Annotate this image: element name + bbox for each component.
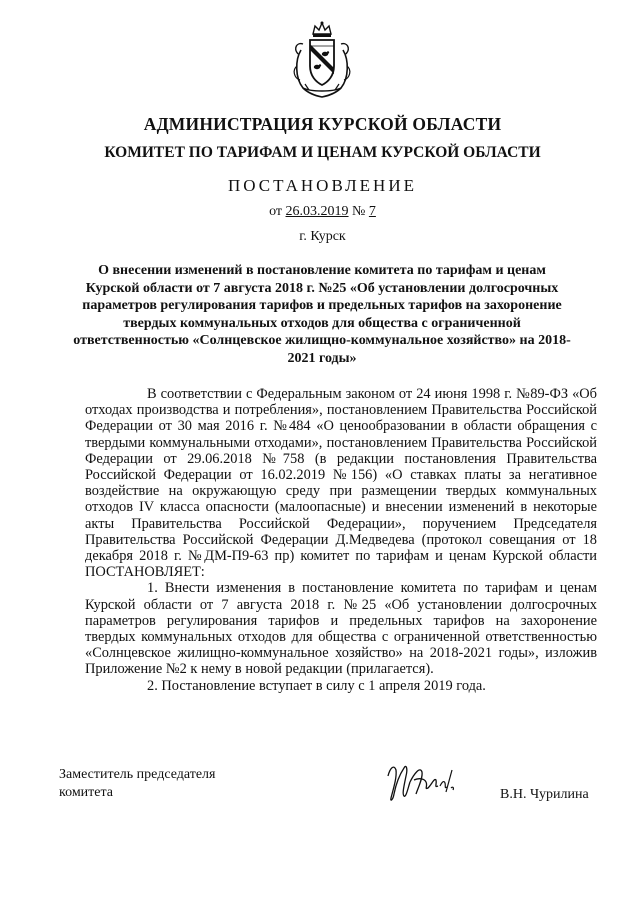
committee-title: КОМИТЕТ ПО ТАРИФАМ И ЦЕНАМ КУРСКОЙ ОБЛАСТИ xyxy=(104,144,541,161)
administration-title: АДМИНИСТРАЦИЯ КУРСКОЙ ОБЛАСТИ xyxy=(143,114,502,134)
date-number-line xyxy=(60,204,585,220)
signatory-role-line1: Заместитель председателя xyxy=(59,767,216,782)
date-prefix: от xyxy=(269,204,286,219)
item-1-paragraph: 1. Внести изменения в постановление комитета по тарифам и ценам Курской области от 7 августа 2018 г. №25 «Об установлении долгосрочных параметров регулирования тарифов и предельных тарифов на захоронение твердых коммунальных отходов для общества с ограниченной ответственностью «Солнцевское жилищно-коммунальное хозяйство» на 2018-2021 годы», изложив Приложение №2 к нему в новой редакции (прилагается). xyxy=(85,580,597,678)
item-2-paragraph: 2. Постановление вступает в силу с 1 апреля 2019 года. xyxy=(147,677,486,694)
document-date: 26.03.2019 xyxy=(285,204,349,219)
document-number: 7 xyxy=(368,204,376,219)
signatory-role xyxy=(59,766,215,802)
city: г. Курск xyxy=(299,229,346,244)
handwritten-signature-icon xyxy=(384,758,464,803)
document-body xyxy=(85,386,597,694)
coat-of-arms-icon xyxy=(291,20,353,98)
number-prefix: № xyxy=(348,204,369,219)
signatory-role-line2: комитета xyxy=(59,785,114,800)
preamble-paragraph: В соответствии с Федеральным законом от 24 июня 1998 г. №89-ФЗ «Об отходах производства и потребления», постановлением Правительства Российской Федерации от 30 мая 2016 г. №484 «О ценообразовании в области обращения с твердыми коммунальными отходами», постановлением Правительства Российской Федерации от 29.06.2018 №758 (в редакции постановления Правительства Российской Федерации от 16.02.2019 №156) «О ставках платы за негативное воздействие на окружающую среду при размещении твердых коммунальных отходов IV класса опасности (малоопасные) и внесении изменений в некоторые акты Правительства Российской Федерации», поручением Председателя Правительства Российской Федерации Д.Медведева (протокол совещания от 18 декабря 2018 г. №ДМ-П9-63 пр) комитет по тарифам и ценам Курской области ПОСТАНОВЛЯЕТ: xyxy=(85,386,597,581)
document-type-title: ПОСТАНОВЛЕНИЕ xyxy=(227,176,417,195)
signatory-name: В.Н. Чурилина xyxy=(500,787,589,802)
document-subject: О внесении изменений в постановление комитета по тарифам и ценам Курской области от 7 августа 2018 г. №25 «Об установлении долгосрочных параметров регулирования тарифов и предельных тарифов на захоронение твердых коммунальных отходов для общества с ограниченной ответственностью «Солнцевское жилищно-коммунальное хозяйство» на 2018-2021 годы» xyxy=(73,263,571,366)
